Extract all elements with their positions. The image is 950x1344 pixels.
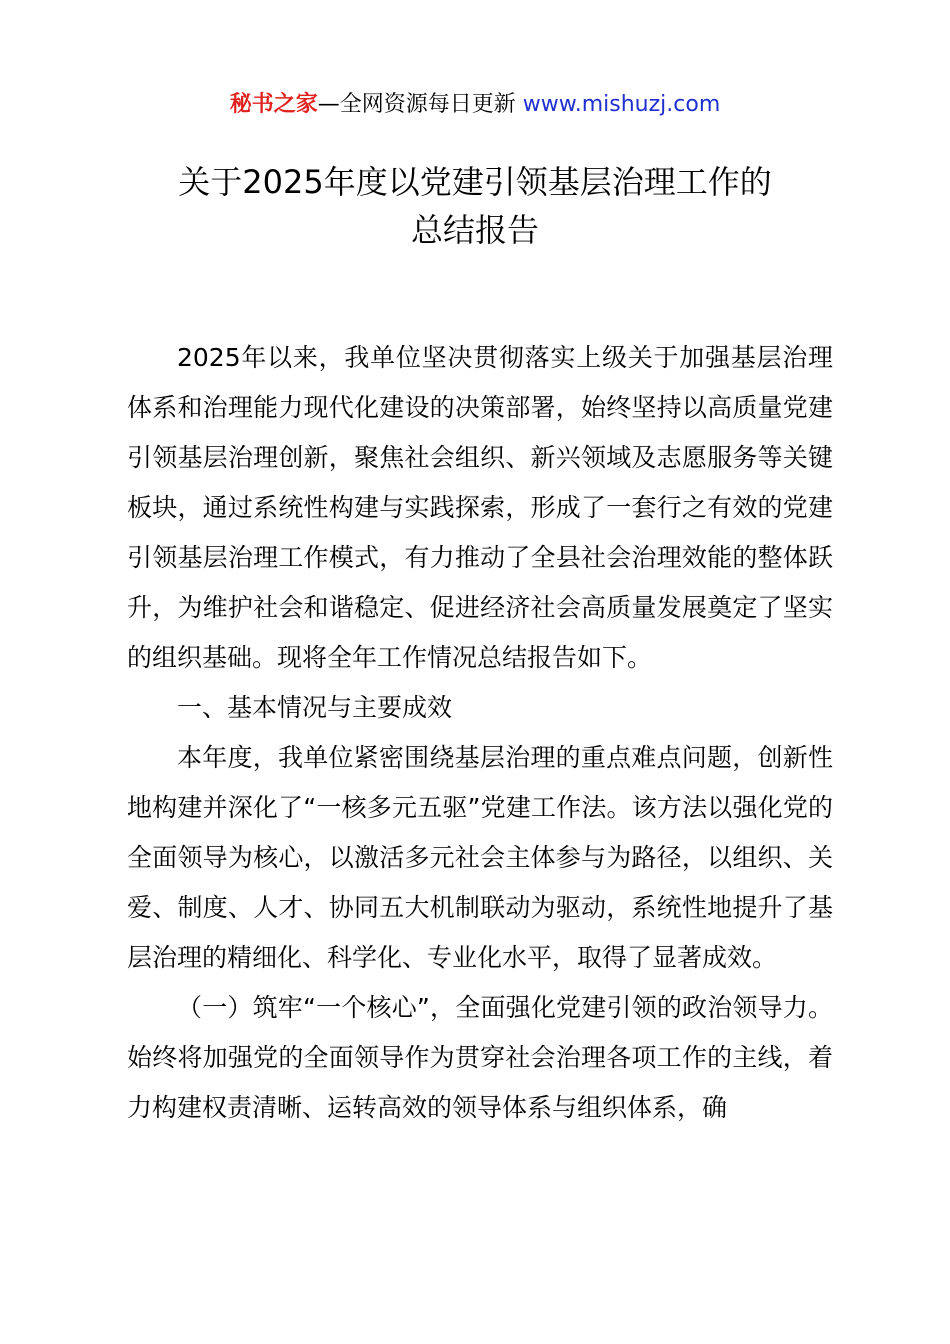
section-1-paragraph: 本年度，我单位紧密围绕基层治理的重点难点问题，创新性地构建并深化了“一核多元五驱”党建工作法。该方法以强化党的全面领导为核心，以激活多元社会主体参与为路径，以组织、关爱、制度、人才、协同五大机制联动为驱动，系统性地提升了基层治理的精细化、科学化、专业化水平，取得了显著成效。 [127, 743, 833, 972]
brand-name: 秘书之家 [229, 92, 318, 117]
title-line-1: 关于2025年度以党建引领基层治理工作的 [178, 163, 772, 201]
site-url-link[interactable]: www.mishuzj.com [522, 92, 721, 117]
site-watermark-header [0, 88, 950, 122]
section-heading-1: 一、基本情况与主要成效 [177, 693, 453, 722]
document-title [100, 158, 850, 254]
document-body [127, 333, 833, 1133]
subsection-1-paragraph: （一）筑牢“一个核心”，全面强化党建引领的政治领导力。始终将加强党的全面领导作为贯穿社会治理各项工作的主线，着力构建权责清晰、运转高效的领导体系与组织体系，确 [127, 993, 833, 1122]
intro-paragraph: 2025年以来，我单位坚决贯彻落实上级关于加强基层治理体系和治理能力现代化建设的决策部署，始终坚持以高质量党建引领基层治理创新，聚焦社会组织、新兴领域及志愿服务等关键板块，通过系统性构建与实践探索，形成了一套行之有效的党建引领基层治理工作模式，有力推动了全县社会治理效能的整体跃升，为维护社会和谐稳定、促进经济社会高质量发展奠定了坚实的组织基础。现将全年工作情况总结报告如下。 [127, 343, 833, 672]
header-tagline: —全网资源每日更新 [317, 92, 516, 117]
title-line-2: 总结报告 [410, 211, 539, 249]
